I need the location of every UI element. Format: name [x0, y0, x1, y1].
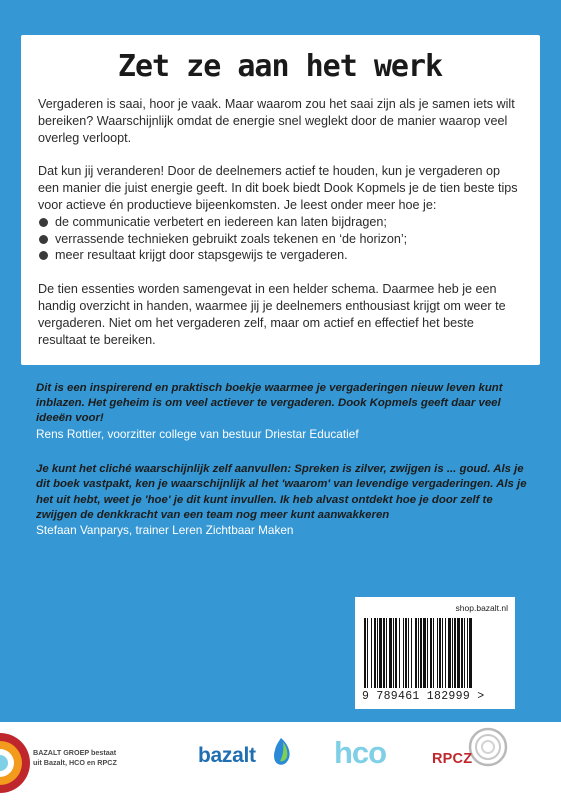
bullet-icon — [39, 218, 48, 227]
barcode-bar — [433, 618, 434, 688]
list-item — [38, 247, 522, 264]
barcode-icon — [362, 618, 508, 688]
blurb-box — [21, 35, 540, 365]
barcode-bar — [408, 618, 409, 688]
barcode-bar — [393, 618, 394, 688]
list-item-text: verrassende technieken gebruikt zoals tekenen en ‘de horizon’; — [55, 231, 408, 246]
bullet-icon — [39, 235, 48, 244]
barcode-bar — [386, 618, 387, 688]
barcode-bar — [457, 618, 460, 688]
review-text: Je kunt het cliché waarschijnlijk zelf aanvullen: Spreken is zilver, zwijgen is ... goud. Als je dit boek vastpakt, ken je waarschijnlijk al het 'waarom' van levendige vergaderingen. Als je het uit hebt, weet je 'hoe' je dit kunt invullen. Ik heb alvast ontdekt hoe je door zelf te zwijgen de denkkracht van een team nog meer kunt aanwakkeren — [36, 463, 527, 521]
barcode-bar — [399, 618, 400, 688]
barcode-bar — [423, 618, 426, 688]
barcode-bar — [452, 618, 453, 688]
barcode-bar — [403, 618, 404, 688]
barcode-bar — [439, 618, 441, 688]
intro-paragraph: Vergaderen is saai, hoor je vaak. Maar waarom zou het saai zijn als je samen iets wilt bereiken? Waarschijnlijk omdat de energie snel weglekt door de manier waarop veel overleg verloopt. — [38, 97, 515, 145]
barcode-bar — [374, 618, 376, 688]
bazalt-logo-text: bazalt — [198, 744, 256, 767]
barcode-bar — [467, 618, 468, 688]
review-text: Dit is een inspirerend en praktisch boekje waarmee je vergaderingen nieuw leven kunt inblazen. Het geheim is om veel actiever te vergaderen. Dook Kopmels geeft daar veel ideeën voor! — [36, 382, 503, 425]
barcode-bar — [383, 618, 385, 688]
book-title: Zet ze aan het werk — [117, 49, 443, 84]
barcode-bar — [405, 618, 407, 688]
second-paragraph: Dat kun jij veranderen! Door de deelnemers actief te houden, kun je vergaderen op een manier die juist energie geeft. In dit boek biedt Dook Kopmels je de tien beste tips voor actieve én productieve bijeenkomsten. Je leest onder meer hoe je: — [38, 164, 518, 212]
isbn-number: 9 789461 182999 > — [362, 690, 485, 703]
publisher-footer — [0, 722, 561, 800]
hco-logo-text: hco — [334, 736, 387, 770]
barcode-bar — [442, 618, 443, 688]
barcode-bar — [389, 618, 392, 688]
barcode-bar — [367, 618, 368, 688]
list-item — [38, 214, 522, 231]
barcode-bar — [461, 618, 463, 688]
barcode-bar — [420, 618, 422, 688]
list-item-text: de communicatie verbetert en iedereen kan laten bijdragen; — [55, 214, 387, 229]
barcode-bar — [448, 618, 451, 688]
review-author: Stefaan Vanparys, trainer Leren Zichtbaar Maken — [36, 522, 294, 537]
hco-logo-icon — [334, 736, 394, 770]
barcode-bar — [379, 618, 382, 688]
barcode-bar — [464, 618, 465, 688]
barcode-bar — [427, 618, 428, 688]
reviews-section — [36, 381, 536, 538]
barcode-box — [355, 597, 515, 709]
barcode-bar — [377, 618, 378, 688]
bazalt-groep-text: BAZALT GROEP bestaat uit Bazalt, HCO en RPCZ — [33, 748, 117, 767]
barcode-bar — [418, 618, 419, 688]
list-item-text: meer resultaat krijgt door stapsgewijs te vergaderen. — [55, 248, 348, 263]
barcode-bar — [411, 618, 412, 688]
rpcz-logo-text: RPCZ — [432, 751, 473, 767]
shop-url: shop.bazalt.nl — [455, 603, 508, 613]
barcode-bar — [415, 618, 417, 688]
tips-list — [38, 214, 522, 264]
barcode-bar — [445, 618, 446, 688]
barcode-bar — [371, 618, 372, 688]
barcode-bar — [395, 618, 397, 688]
closing-paragraph: De tien essenties worden samengevat in een helder schema. Daarmee heb je een handig overzicht in handen, waarmee jij je deelnemers enthousiast krijgt om weer te vergaderen. Niet om het vergaderen zelf, maar om actief en effectief het beste resultaat te bereiken. — [38, 282, 506, 347]
barcode-bar — [430, 618, 432, 688]
review-author: Rens Rottier, voorzitter college van bestuur Driestar Educatief — [36, 426, 359, 441]
barcode-bar — [454, 618, 456, 688]
barcode-bar — [469, 618, 472, 688]
review-1 — [36, 381, 536, 442]
list-item — [38, 231, 522, 248]
review-2 — [36, 462, 536, 538]
bullet-icon — [39, 251, 48, 260]
barcode-bar — [437, 618, 438, 688]
bazalt-groep-logo-icon — [0, 731, 30, 795]
barcode-bar — [364, 618, 366, 688]
